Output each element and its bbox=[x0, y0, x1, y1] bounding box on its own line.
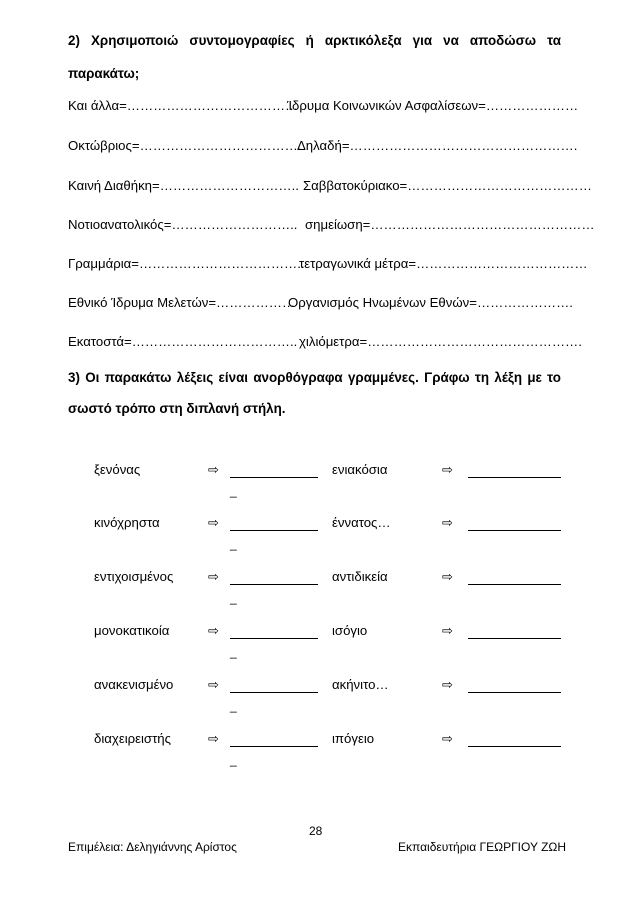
answer-blank[interactable] bbox=[230, 638, 318, 639]
abbrev-item-left: Οκτώβριος=………………………………. bbox=[68, 138, 302, 153]
abbrev-item-right: τετραγωνικά μέτρα=………………………………… bbox=[299, 256, 588, 271]
misspelled-word: αντιδικεία bbox=[332, 569, 388, 584]
heading-word: τη bbox=[474, 370, 490, 385]
answer-blank-continuation: _ bbox=[230, 591, 237, 605]
heading-word: το bbox=[547, 370, 561, 385]
heading-word: λέξεις bbox=[176, 370, 214, 385]
misspelled-word: κινόχρηστα bbox=[94, 515, 160, 530]
heading-word: είναι bbox=[218, 370, 249, 385]
heading-word: Χρησιμοποιώ bbox=[90, 33, 179, 48]
abbrev-item-left: Καινή Διαθήκη=………………………….. bbox=[68, 178, 299, 193]
abbrev-item-left: Εθνικό Ίδρυμα Μελετών=……………… bbox=[68, 295, 296, 310]
answer-blank[interactable] bbox=[230, 477, 318, 478]
misspelled-word: εντιχοισμένος bbox=[94, 569, 174, 584]
abbrev-item-right: Οργανισμός Ηνωμένων Εθνών=…………………. bbox=[288, 295, 573, 310]
heading-word: Γράφω bbox=[424, 370, 470, 385]
answer-blank[interactable] bbox=[230, 530, 318, 531]
answer-blank[interactable] bbox=[468, 692, 561, 693]
abbrev-item-left: Νοτιοανατολικός=……………………….. bbox=[68, 217, 298, 232]
page-number: 28 bbox=[309, 824, 323, 838]
answer-blank[interactable] bbox=[468, 477, 561, 478]
arrow-right-icon: ⇨ bbox=[208, 677, 219, 692]
arrow-right-icon: ⇨ bbox=[442, 515, 453, 530]
heading-word: τα bbox=[547, 33, 561, 48]
heading-word: συντομογραφίες bbox=[189, 33, 295, 48]
misspelled-word: ακήνιτο… bbox=[332, 677, 389, 692]
heading-word: 3) bbox=[68, 370, 80, 385]
misspelled-word: ισόγιο bbox=[332, 623, 368, 638]
arrow-right-icon: ⇨ bbox=[442, 569, 453, 584]
misspelled-word: διαχειρειστής bbox=[94, 731, 171, 746]
misspelled-word: ξενόνας bbox=[94, 462, 141, 477]
abbrev-item-right: Ίδρυμα Κοινωνικών Ασφαλίσεων=………………… bbox=[287, 98, 579, 113]
answer-blank[interactable] bbox=[468, 530, 561, 531]
arrow-right-icon: ⇨ bbox=[442, 677, 453, 692]
abbrev-item-left: Γραμμάρια=……………………………….. bbox=[68, 256, 305, 271]
heading-word: παρακάτω bbox=[104, 370, 172, 385]
abbrev-item-right: σημείωση=…………………………………………… bbox=[305, 217, 595, 232]
arrow-right-icon: ⇨ bbox=[442, 623, 453, 638]
heading-word: 2) bbox=[68, 33, 80, 48]
arrow-right-icon: ⇨ bbox=[208, 569, 219, 584]
abbrev-item-left: Και άλλα=………………………………… bbox=[68, 98, 299, 113]
heading-word: ή bbox=[305, 33, 314, 48]
answer-blank[interactable] bbox=[230, 746, 318, 747]
exercise-3-heading bbox=[68, 370, 561, 385]
answer-blank-continuation: _ bbox=[230, 753, 237, 767]
answer-blank[interactable] bbox=[468, 746, 561, 747]
exercise-2-heading-line2: παρακάτω; bbox=[68, 66, 140, 81]
arrow-right-icon: ⇨ bbox=[208, 731, 219, 746]
heading-word: λέξη bbox=[494, 370, 523, 385]
arrow-right-icon: ⇨ bbox=[442, 462, 453, 477]
heading-word: Οι bbox=[85, 370, 100, 385]
heading-word: με bbox=[527, 370, 542, 385]
answer-blank[interactable] bbox=[468, 584, 561, 585]
misspelled-word: ιπόγειο bbox=[332, 731, 375, 746]
abbrev-item-right: Δηλαδή=……………………………………………. bbox=[297, 138, 578, 153]
misspelled-word: μονοκατικοία bbox=[94, 623, 170, 638]
answer-blank-continuation: _ bbox=[230, 645, 237, 659]
answer-blank[interactable] bbox=[230, 692, 318, 693]
misspelled-word: έννατος… bbox=[332, 515, 391, 530]
heading-word: αποδώσω bbox=[469, 33, 537, 48]
exercise-2-heading bbox=[68, 33, 561, 48]
exercise-3-heading-line2: σωστό τρόπο στη διπλανή στήλη. bbox=[68, 401, 286, 416]
heading-word: για bbox=[412, 33, 433, 48]
heading-word: ανορθόγραφα bbox=[253, 370, 343, 385]
answer-blank-continuation: _ bbox=[230, 537, 237, 551]
arrow-right-icon: ⇨ bbox=[208, 515, 219, 530]
abbrev-item-left: Εκατοστά=……………………………….. bbox=[68, 334, 298, 349]
abbrev-item-right: χιλιόμετρα=…………………………………………. bbox=[299, 334, 582, 349]
arrow-right-icon: ⇨ bbox=[208, 623, 219, 638]
answer-blank-continuation: _ bbox=[230, 484, 237, 498]
heading-word: να bbox=[443, 33, 459, 48]
answer-blank[interactable] bbox=[468, 638, 561, 639]
footer-school: Εκπαιδευτήρια ΓΕΩΡΓΙΟΥ ΖΩΗ bbox=[398, 840, 567, 854]
heading-word: γραμμένες. bbox=[347, 370, 419, 385]
heading-word: αρκτικόλεξα bbox=[324, 33, 402, 48]
answer-blank-continuation: _ bbox=[230, 699, 237, 713]
answer-blank[interactable] bbox=[230, 584, 318, 585]
arrow-right-icon: ⇨ bbox=[442, 731, 453, 746]
arrow-right-icon: ⇨ bbox=[208, 462, 219, 477]
misspelled-word: ενιακόσια bbox=[332, 462, 388, 477]
misspelled-word: ανακενισμένο bbox=[94, 677, 174, 692]
footer-author: Επιμέλεια: Δεληγιάννης Αρίστος bbox=[68, 840, 237, 854]
abbrev-item-right: Σαββατοκύριακο=…………………………………… bbox=[303, 178, 592, 193]
